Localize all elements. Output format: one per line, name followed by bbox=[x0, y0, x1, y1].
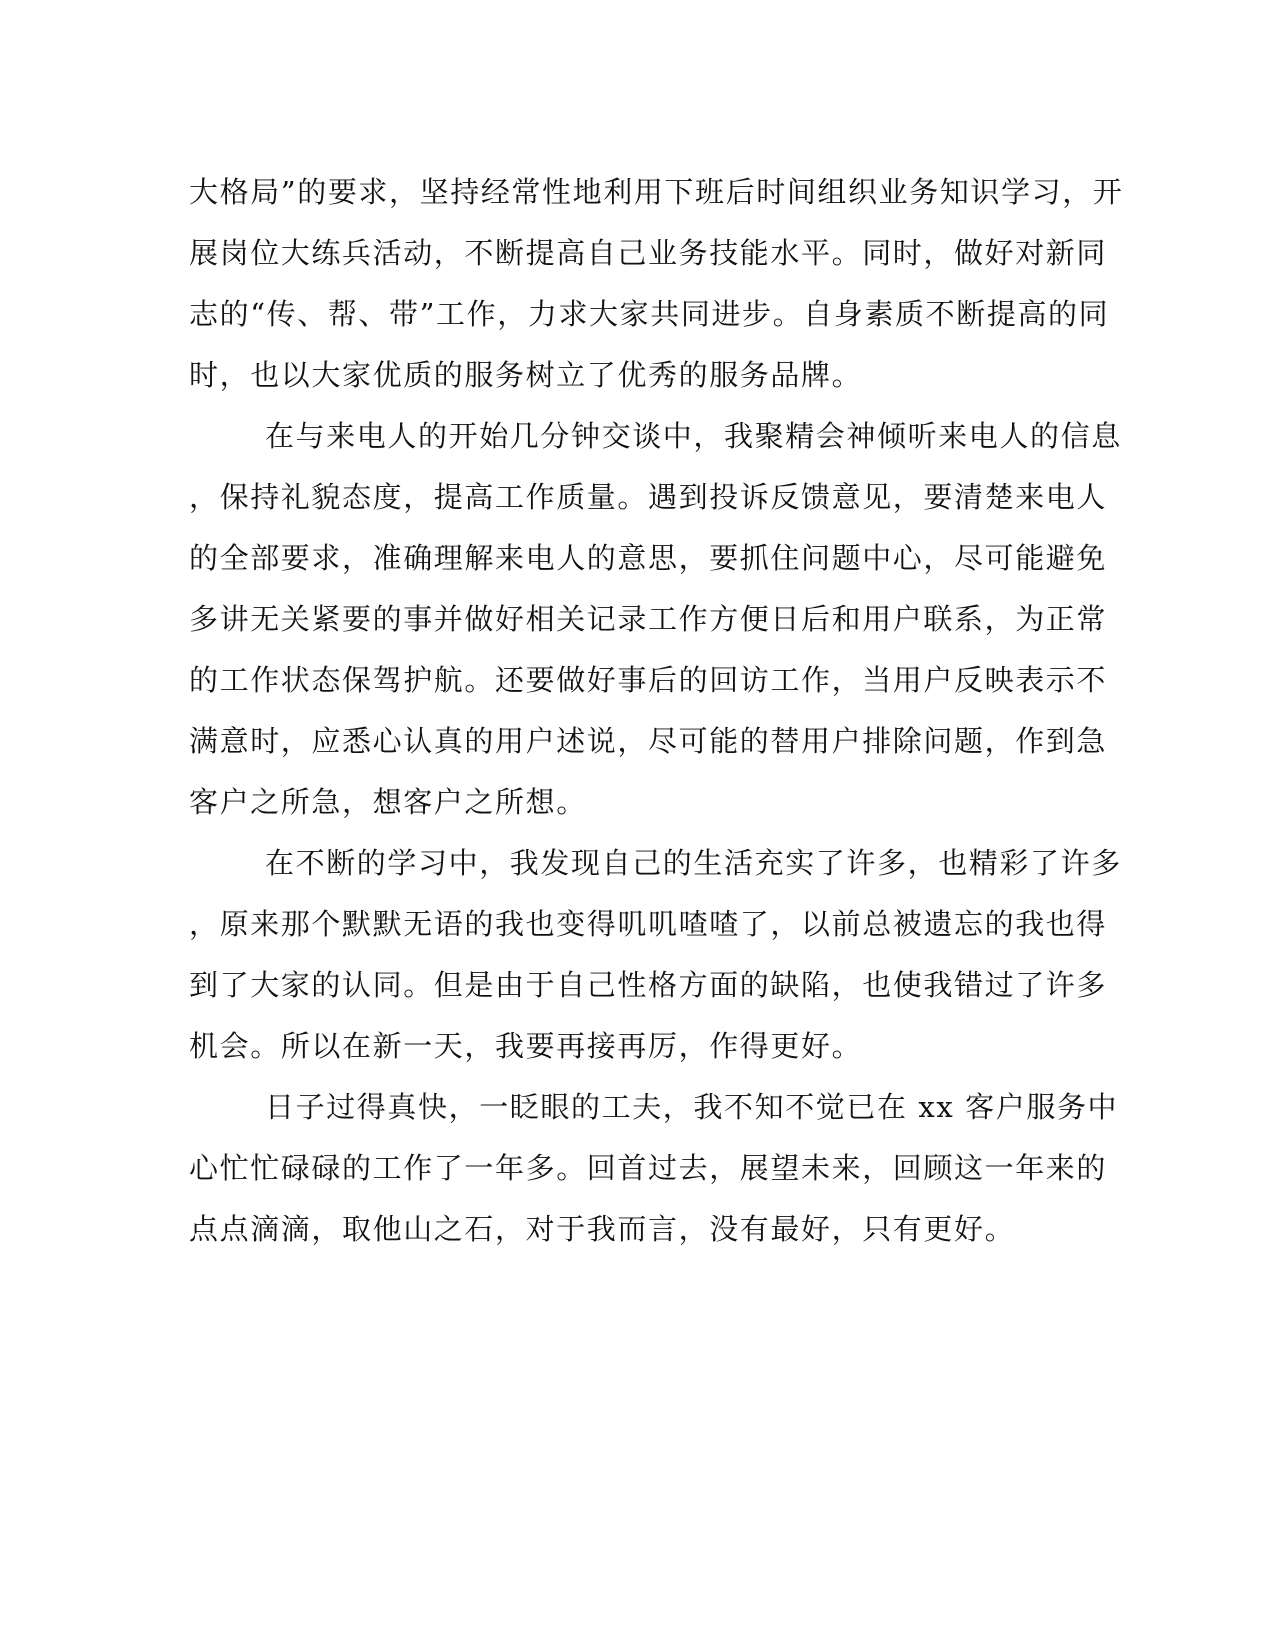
paragraph-line: 在不断的学习中，我发现自己的生活充实了许多，也精彩了许多 bbox=[265, 846, 1122, 880]
paragraph-line: ，原来那个默默无语的我也变得叽叽喳喳了，以前总被遗忘的我也得 bbox=[189, 907, 1108, 941]
paragraph-line: 的全部要求，准确理解来电人的意思，要抓住问题中心，尽可能避免 bbox=[189, 541, 1108, 575]
paragraph-line: ，保持礼貌态度，提高工作质量。遇到投诉反馈意见，要清楚来电人 bbox=[189, 480, 1108, 514]
paragraph-line: 点点滴滴，取他山之石，对于我而言，没有最好，只有更好。 bbox=[189, 1212, 1016, 1246]
paragraph-line: 机会。所以在新一天，我要再接再厉，作得更好。 bbox=[189, 1029, 863, 1063]
paragraph-line: 大格局”的要求，坚持经常性地利用下班后时间组织业务知识学习，开 bbox=[189, 175, 1124, 209]
paragraph-4 bbox=[189, 1077, 1119, 1260]
paragraph-line: 满意时，应悉心认真的用户述说，尽可能的替用户排除问题，作到急 bbox=[189, 724, 1108, 758]
paragraph-line: 多讲无关紧要的事并做好相关记录工作方便日后和用户联系，为正常 bbox=[189, 602, 1108, 636]
paragraph-line: 的工作状态保驾护航。还要做好事后的回访工作，当用户反映表示不 bbox=[189, 663, 1108, 697]
paragraph-line: 时，也以大家优质的服务树立了优秀的服务品牌。 bbox=[189, 358, 863, 392]
paragraph-line: 日子过得真快，一眨眼的工夫，我不知不觉已在 xx 客户服务中 bbox=[265, 1090, 1119, 1124]
body-text bbox=[189, 162, 1124, 1260]
paragraph-line: 展岗位大练兵活动，不断提高自己业务技能水平。同时，做好对新同 bbox=[189, 236, 1108, 270]
paragraph-3 bbox=[189, 833, 1122, 1077]
paragraph-line: 客户之所急，想客户之所想。 bbox=[189, 785, 587, 819]
paragraph-2 bbox=[189, 406, 1122, 833]
paragraph-line: 心忙忙碌碌的工作了一年多。回首过去，展望未来，回顾这一年来的 bbox=[189, 1151, 1108, 1185]
paragraph-line: 在与来电人的开始几分钟交谈中，我聚精会神倾听来电人的信息 bbox=[265, 419, 1122, 453]
paragraph-line: 志的“传、帮、带”工作，力求大家共同进步。自身素质不断提高的同 bbox=[189, 297, 1110, 331]
paragraph-line: 到了大家的认同。但是由于自己性格方面的缺陷，也使我错过了许多 bbox=[189, 968, 1108, 1002]
paragraph-1 bbox=[189, 162, 1124, 406]
